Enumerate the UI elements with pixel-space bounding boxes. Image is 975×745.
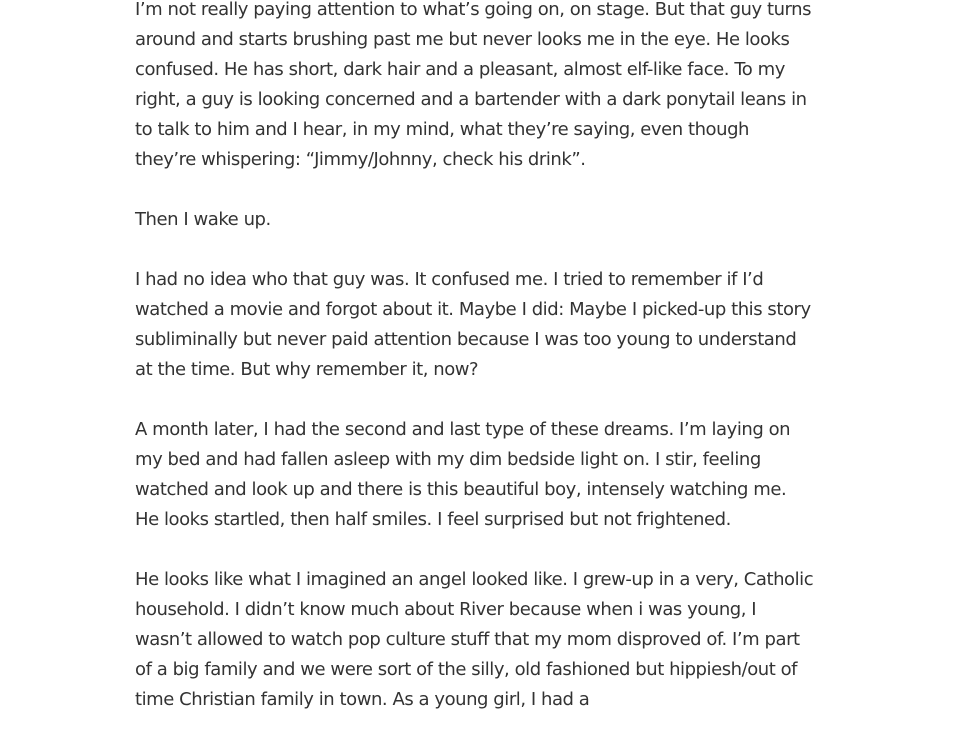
paragraph-second-dream: A month later, I had the second and last type of these dreams. I’m laying on my bed and had fallen asleep with my dim bedside light on. I stir, feeling watched and look up and there is this beautiful boy, intensely watching me. He looks startled, then half smiles. I feel surprised but not frightened. bbox=[135, 419, 791, 530]
paragraph-wake-up: Then I wake up. bbox=[135, 209, 271, 230]
article-body bbox=[135, 0, 815, 745]
paragraph-confused: I had no idea who that guy was. It confused me. I tried to remember if I’d watched a movie and forgot about it. Maybe I did: Maybe I picked-up this story subliminally but never paid attention because I was too young to understand at the time. But why remember it, now? bbox=[135, 269, 811, 380]
paragraph-angel: He looks like what I imagined an angel looked like. I grew-up in a very, Catholic household. I didn’t know much about River because when i was young, I wasn’t allowed to watch pop culture stuff that my mom disproved of. I’m part of a big family and we were sort of the silly, old fashioned but hippiesh/out of time Christian family in town. As a young girl, I had a bbox=[135, 569, 814, 710]
paragraph-drink: I’m not really paying attention to what’s going on, on stage. But that guy turns around and starts brushing past me but never looks me in the eye. He looks confused. He has short, dark hair and a pleasant, almost elf-like face. To my right, a guy is looking concerned and a bartender with a dark ponytail leans in to talk to him and I hear, in my mind, what they’re saying, even though they’re whispering: “Jimmy/Johnny, check his drink”. bbox=[135, 0, 812, 170]
